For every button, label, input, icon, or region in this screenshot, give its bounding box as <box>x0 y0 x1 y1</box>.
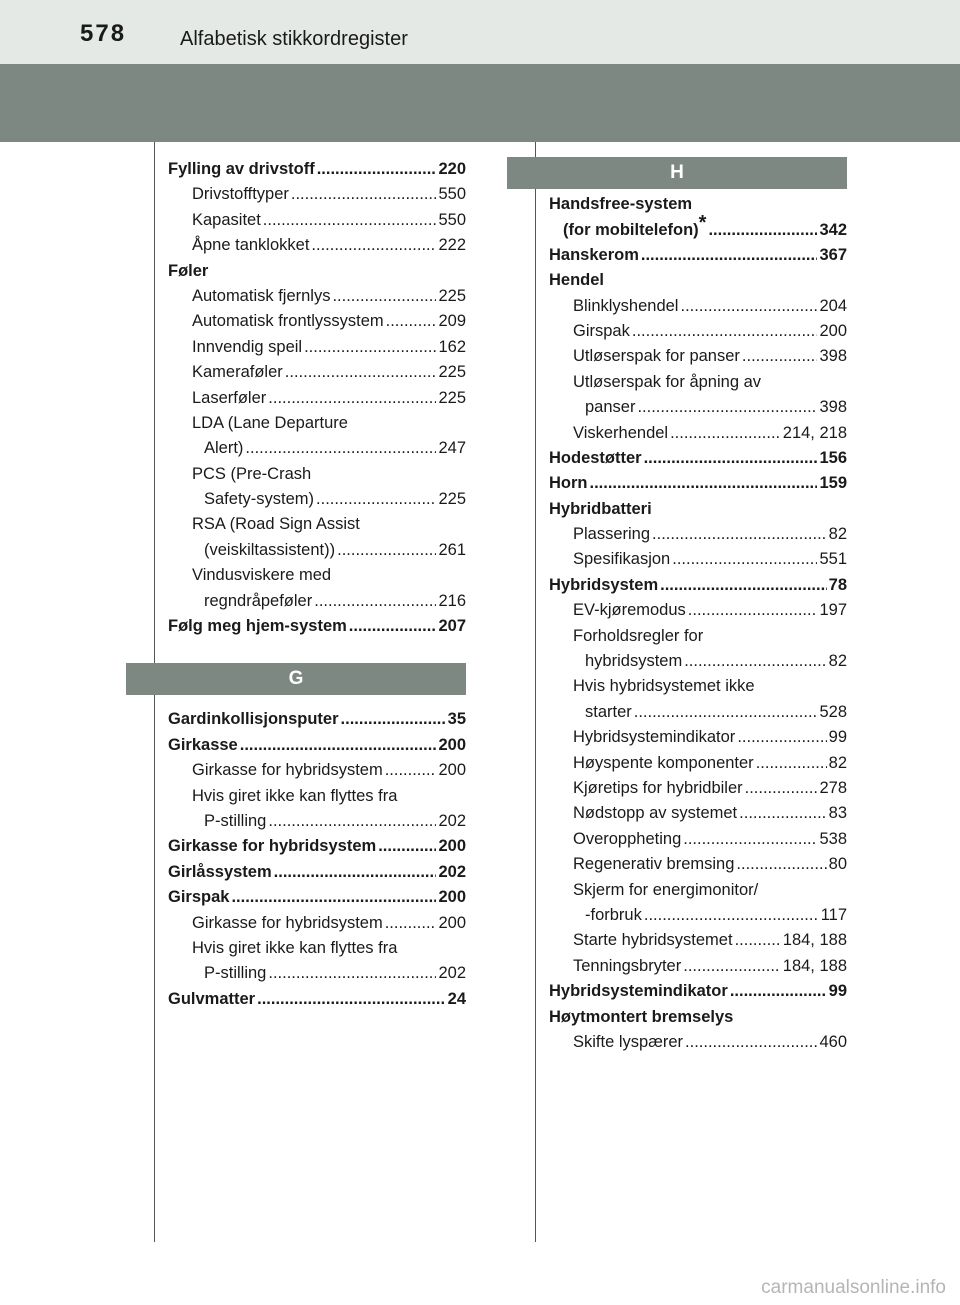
index-entry: Starte hybridsystemet ..... 184, 188 <box>549 928 847 953</box>
index-entry: RSA (Road Sign Assist <box>192 515 360 534</box>
index-entry: Skifte lyspærer ..... 460 <box>549 1030 847 1055</box>
index-entry: Alert) ..... 247 <box>168 436 466 461</box>
index-entry: Handsfree-system <box>549 195 693 213</box>
index-entry: PCS (Pre-Crash <box>192 464 312 483</box>
index-entry: Hanskerom ..... 367 <box>549 243 847 268</box>
index-entry: starter ..... 528 <box>549 700 847 725</box>
index-entry: Hvis giret ikke kan flyttes fra <box>192 938 398 957</box>
index-entry: Hvis giret ikke kan flyttes fra <box>192 786 398 805</box>
index-entry: Girspak ..... 200 <box>549 319 847 344</box>
index-entry: Blinklyshendel ..... 204 <box>549 294 847 319</box>
index-entry: Gulvmatter ..... 24 <box>168 987 466 1012</box>
index-entry: Hybridbatteri <box>549 499 652 518</box>
index-entry: Nødstopp av systemet ..... 83 <box>549 801 847 826</box>
index-entry: Horn ..... 159 <box>549 471 847 496</box>
index-entry: Skjerm for energimonitor/ <box>573 880 759 899</box>
index-entry: Spesifikasjon ..... 551 <box>549 547 847 572</box>
index-entry: Automatisk fjernlys ..... 225 <box>168 284 466 309</box>
index-entry: Regenerativ bremsing ..... 80 <box>549 852 847 877</box>
index-column-left <box>168 157 466 1012</box>
index-entry: Utløserspak for åpning av <box>573 372 762 391</box>
index-entry: Tenningsbryter ..... 184, 188 <box>549 954 847 979</box>
index-entry: (for mobiltelefon)* ..... 342 <box>549 217 847 242</box>
index-entry: Automatisk frontlyssystem ..... 209 <box>168 309 466 334</box>
index-entry: Viskerhendel ..... 214, 218 <box>549 421 847 446</box>
index-entry: Hybridsystem ..... 78 <box>549 573 847 598</box>
index-entry: Følg meg hjem-system ..... 207 <box>168 614 466 639</box>
index-entry: Kapasitet ..... 550 <box>168 208 466 233</box>
index-entry: Plassering ..... 82 <box>549 522 847 547</box>
index-entry: Innvendig speil ..... 162 <box>168 335 466 360</box>
index-entry: Hvis hybridsystemet ikke <box>573 677 755 696</box>
index-entry: Hybridsystemindikator ..... 99 <box>549 725 847 750</box>
index-entry: Gardinkollisjonsputer ..... 35 <box>168 707 466 732</box>
index-entry: LDA (Lane Departure <box>192 413 348 432</box>
index-entry: Høyspente komponenter ..... 82 <box>549 751 847 776</box>
page-title: Alfabetisk stikkordregister <box>180 28 408 50</box>
watermark: carmanualsonline.info <box>761 1277 946 1298</box>
index-entry: EV-kjøremodus ..... 197 <box>549 598 847 623</box>
index-entry: Hendel <box>549 271 605 290</box>
index-entry: P-stilling ..... 202 <box>168 961 466 986</box>
index-entry: hybridsystem ..... 82 <box>549 649 847 674</box>
index-entry: Hodestøtter ..... 156 <box>549 446 847 471</box>
page-number: 578 <box>80 20 127 47</box>
header-band <box>0 64 960 142</box>
index-entry: P-stilling ..... 202 <box>168 809 466 834</box>
page-header <box>0 0 960 64</box>
index-entry: Laserføler ..... 225 <box>168 386 466 411</box>
index-entry: Girlåssystem ..... 202 <box>168 860 466 885</box>
section-header-g: G <box>126 663 466 695</box>
index-entry: Girkasse for hybridsystem ..... 200 <box>168 758 466 783</box>
index-entry: Hybridsystemindikator ..... 99 <box>549 979 847 1004</box>
index-entry: panser ..... 398 <box>549 395 847 420</box>
index-entry: Fylling av drivstoff ..... 220 <box>168 157 466 182</box>
index-column-right <box>549 157 847 1055</box>
index-entry: Kameraføler ..... 225 <box>168 360 466 385</box>
index-entry: Åpne tanklokket ..... 222 <box>168 233 466 258</box>
section-header-h: H <box>507 157 847 189</box>
index-entry: -forbruk ..... 117 <box>549 903 847 928</box>
index-entry: Vindusviskere med <box>192 566 332 585</box>
index-entry: Drivstofftyper ..... 550 <box>168 182 466 207</box>
column-divider-right <box>535 142 536 1242</box>
index-entry: regndråpeføler ..... 216 <box>168 589 466 614</box>
index-entry: Høytmontert bremselys <box>549 1007 734 1026</box>
index-entry: Girkasse for hybridsystem ..... 200 <box>168 834 466 859</box>
index-entry: Utløserspak for panser ..... 398 <box>549 344 847 369</box>
index-entry: Girkasse for hybridsystem ..... 200 <box>168 911 466 936</box>
index-entry: Girspak ..... 200 <box>168 885 466 910</box>
index-entry: Overoppheting ..... 538 <box>549 827 847 852</box>
index-entry: Forholdsregler for <box>573 626 704 645</box>
index-entry: Føler <box>168 261 209 280</box>
index-entry: (veiskiltassistent)) ..... 261 <box>168 538 466 563</box>
index-entry: Safety-system) ..... 225 <box>168 487 466 512</box>
index-entry: Kjøretips for hybridbiler ..... 278 <box>549 776 847 801</box>
index-entry: Girkasse ..... 200 <box>168 733 466 758</box>
